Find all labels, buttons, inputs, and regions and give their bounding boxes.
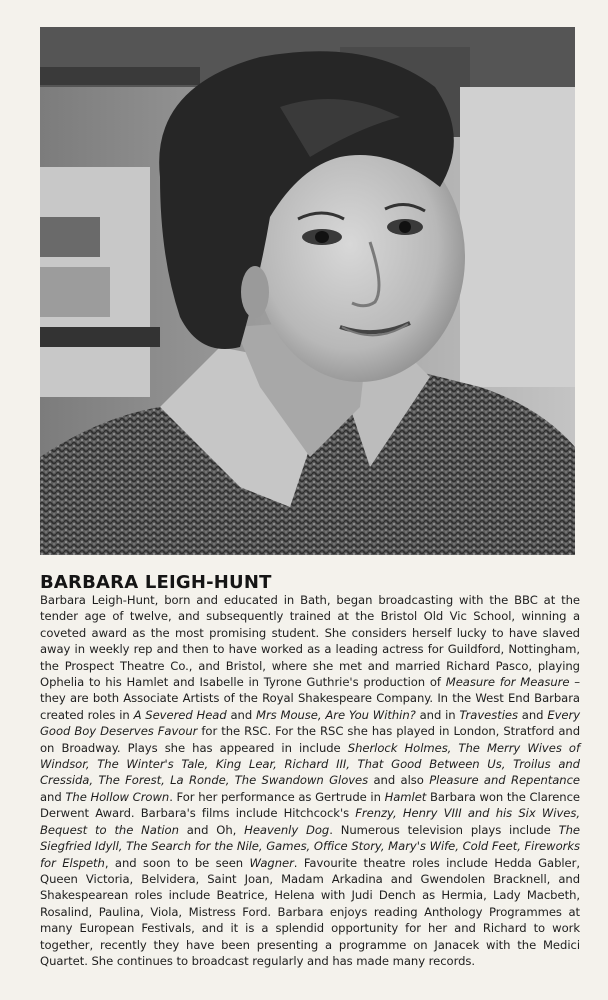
bio-italic-title: Every Good Boy Deserves Favour: [40, 707, 581, 739]
bio-italic-title: Frenzy, Henry VIII and his Six Wives, Bequest to the Nation: [40, 806, 580, 837]
bio-text-run: . Favourite theatre roles include Hedda Gabler, Queen Victoria, Belvidera, Saint Joan, Madam Arkadina and Gwendolen Bracknell, and Shakespearean roles include Beatrice, Helena with Judi Dench as Hermia, Lady Macbeth, Rosalind, Paulina, Viola, Mistress Ford. Barbara enjoys reading Anthology Programmes at many European Festivals, and it is a splendid opportunity for her and Richard to work together, recently they have been presenting a programme on Janacek with the Medici Quartet. She continues to broadcast regularly and has made many records.: [40, 855, 580, 968]
bio-italic-title: Measure for Measure: [445, 675, 570, 690]
bio-text-run: Barbara won the Clarence Derwent Award. Barbara's films include Hitchcock's: [40, 789, 580, 821]
subject-name-heading: BARBARA LEIGH-HUNT: [40, 572, 272, 593]
bio-text-run: and: [226, 707, 256, 722]
biography-paragraph: [40, 592, 580, 969]
bio-text-run: and also: [368, 773, 430, 788]
bio-text-run: and: [40, 789, 66, 804]
bio-italic-title: Sherlock Holmes, The Merry Wives of Windsor, The Winter's Tale, King Lear, Richard III, That Good Between Us, Troilus and Cressida, The Forest, La Ronde, The Swandown Gloves: [40, 740, 581, 788]
bio-italic-title: Travesties: [459, 707, 518, 722]
bio-text-run: . Numerous television plays include: [329, 822, 559, 837]
bio-text-run: for the RSC. For the RSC she has played in London, Stratford and on Broadway. Plays she has appeared in include: [40, 724, 580, 755]
bio-text-run: and: [517, 707, 548, 722]
bio-italic-title: Pleasure and Repentance: [429, 773, 580, 788]
bio-text-run: . For her performance as Gertrude in: [169, 789, 385, 804]
bio-italic-title: Mrs Mouse, Are You Within?: [256, 707, 416, 722]
bio-text-run: , and soon to be seen: [104, 855, 250, 870]
bio-italic-title: Heavenly Dog: [244, 822, 330, 837]
bio-italic-title: The Hollow Crown: [65, 789, 170, 804]
bio-italic-title: A Severed Head: [133, 707, 227, 722]
bio-text-run: – they are both Associate Artists of the Royal Shakespeare Company. In the West End Barbara created roles in: [40, 675, 580, 722]
bio-text-run: and Oh,: [178, 822, 245, 837]
portrait-photo: [40, 27, 575, 555]
portrait-illustration: [40, 27, 575, 555]
bio-text-run: Barbara Leigh-Hunt, born and educated in Bath, began broadcasting with the BBC at the tender age of twelve, and subsequently trained at the Bristol Old Vic School, winning a coveted award as the most promising student. She considers herself lucky to have slaved away in weekly rep and then to have worked as a leading actress for Guildford, Nottingham, the Prospect Theatre Co., and Bristol, where she met and married Richard Pasco, playing Ophelia to his Hamlet and Isabelle in Tyrone Guthrie's production of: [40, 593, 580, 690]
bio-italic-title: The Siegfried Idyll, The Search for the Nile, Games, Office Story, Mary's Wife, Cold Feet, Fireworks for Elspeth: [40, 822, 580, 870]
bio-italic-title: Wagner: [249, 855, 294, 870]
bio-italic-title: Hamlet: [384, 789, 427, 804]
bio-text-run: and in: [415, 707, 460, 722]
